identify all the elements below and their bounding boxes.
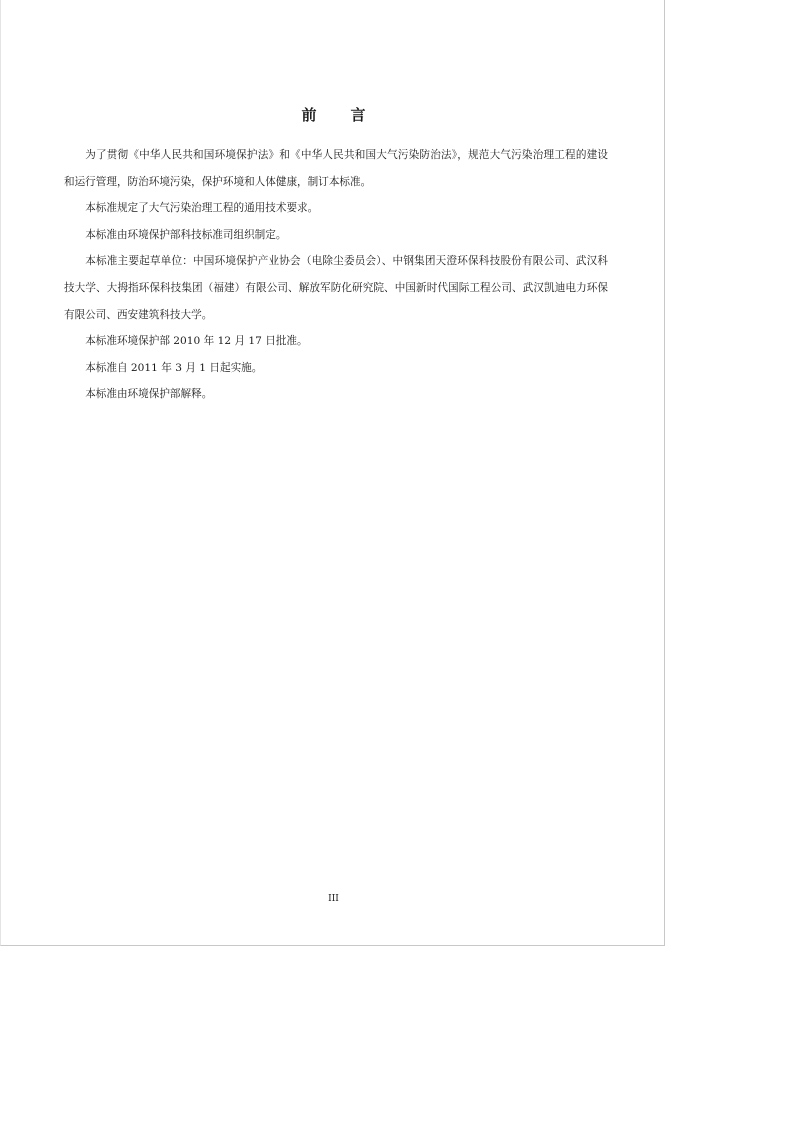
paragraph-effective-date: 本标准自 2011 年 3 月 1 日起实施。: [85, 361, 263, 374]
paragraph-organizer: 本标准由环境保护部科技标准司组织制定。: [85, 228, 287, 241]
paragraph-scope: 本标准规定了大气污染治理工程的通用技术要求。: [85, 202, 319, 215]
page-number: III: [328, 894, 339, 904]
paragraph-approval-date: 本标准环境保护部 2010 年 12 月 17 日批准。: [85, 335, 308, 348]
page-title: 前言: [301, 106, 400, 124]
paragraph-drafting-units: 本标准主要起草单位：中国环境保护产业协会（电除尘委员会）、中钢集团天澄环保科技股份有限公司、武汉科技大学、大拇指环保科技集团（福建）有限公司、解放军防化研究院、中国新时代国际工程公司、武汉凯迪电力环保有限公司、西安建筑科技大学。: [64, 255, 608, 321]
foreword-body: [64, 142, 608, 408]
paragraph-purpose: 为了贯彻《中华人民共和国环境保护法》和《中华人民共和国大气污染防治法》，规范大气污染治理工程的建设和运行管理，防治环境污染，保护环境和人体健康，制订本标准。: [64, 149, 608, 188]
paragraph-interpretation: 本标准由环境保护部解释。: [85, 388, 213, 401]
